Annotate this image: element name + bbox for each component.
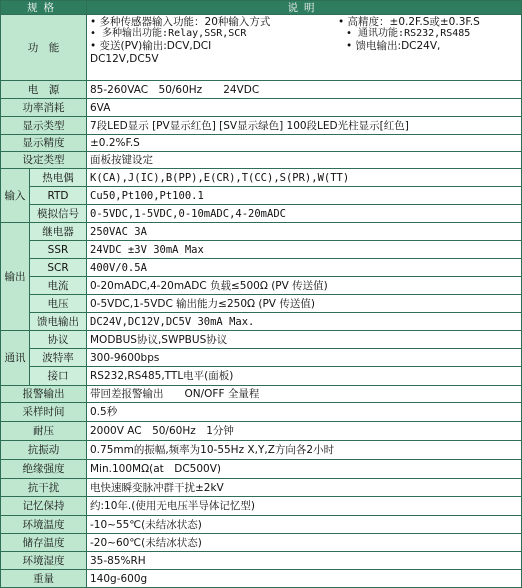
row-function xyxy=(1,15,522,81)
comm-interface-label: 接口 xyxy=(30,367,87,386)
power-value: 85-260VAC 50/60Hz 24VDC xyxy=(87,81,522,99)
function-left-cont: DC12V,DC5V xyxy=(90,53,159,65)
insulation-label: 绝缘强度 xyxy=(1,460,87,479)
row-voltage-resistance xyxy=(1,422,522,441)
comm-protocol-label: 协议 xyxy=(30,331,87,349)
setting-type-value: 面板按键设定 xyxy=(87,152,522,169)
weight-value: 140g-600g xyxy=(87,570,522,588)
comm-protocol-value: MODBUS协议,SWPBUS协议 xyxy=(87,331,522,349)
alarm-value: 带回差报警输出 ON/OFF 全量程 xyxy=(87,386,522,403)
input-analog-value: 0-5VDC,1-5VDC,0-10mADC,4-20mADC xyxy=(87,205,522,223)
row-display-type xyxy=(1,117,522,135)
weight-label: 重量 xyxy=(1,570,87,588)
output-group-label: 输出 xyxy=(1,223,30,331)
row-ambient-temp xyxy=(1,516,522,534)
voltage-resistance-value: 2000V AC 50/60Hz 1分钟 xyxy=(87,422,522,441)
output-scr-value: 400V/0.5A xyxy=(87,259,522,277)
row-memory xyxy=(1,497,522,516)
output-voltage-value: 0-5VDC,1-5VDC 输出能力≤250Ω (PV 传送值) xyxy=(87,295,522,313)
memory-value: 约:10年.(使用无电压半导体记忆型) xyxy=(87,497,522,516)
row-output-5 xyxy=(1,295,522,313)
alarm-label: 报警输出 xyxy=(1,386,87,403)
input-analog-label: 模拟信号 xyxy=(30,205,87,223)
power-label: 电 源 xyxy=(1,81,87,99)
input-rtd-value: Cu50,Pt100,Pt100.1 xyxy=(87,187,522,205)
comm-group-label: 通讯 xyxy=(1,331,30,386)
output-current-value: 0-20mADC,4-20mADC 负载≤500Ω (PV 传送值) xyxy=(87,277,522,295)
row-output-1 xyxy=(1,223,522,241)
input-thermocouple-value: K(CA),J(IC),B(PP),E(CR),T(CC),S(PR),W(TT) xyxy=(87,169,522,187)
row-vibration xyxy=(1,441,522,460)
humidity-value: 35-85%RH xyxy=(87,552,522,570)
row-setting-type xyxy=(1,152,522,169)
output-ssr-value: 24VDC ±3V 30mA Max xyxy=(87,241,522,259)
row-input-3 xyxy=(1,205,522,223)
function-right-1: • 高精度：±0.2F.S或±0.3F.S xyxy=(338,16,480,28)
row-output-2 xyxy=(1,241,522,259)
row-sampling xyxy=(1,403,522,422)
interference-label: 抗干扰 xyxy=(1,479,87,497)
row-storage-temp xyxy=(1,534,522,552)
function-right-3: • 馈电输出:DC24V, xyxy=(338,40,480,52)
display-precision-label: 显示精度 xyxy=(1,135,87,152)
function-left-2: • 多种输出功能:Relay,SSR,SCR xyxy=(90,28,338,40)
consumption-value: 6VA xyxy=(87,99,522,117)
sampling-label: 采样时间 xyxy=(1,403,87,422)
row-weight xyxy=(1,570,522,588)
comm-baud-label: 波特率 xyxy=(30,349,87,367)
row-comm-2 xyxy=(1,349,522,367)
header-desc: 说明 xyxy=(87,1,522,15)
row-output-4 xyxy=(1,277,522,295)
header-spec: 规格 xyxy=(1,1,87,15)
vibration-label: 抗振动 xyxy=(1,441,87,460)
row-humidity xyxy=(1,552,522,570)
row-comm-1 xyxy=(1,331,522,349)
sampling-value: 0.5秒 xyxy=(87,403,522,422)
input-group-label: 输入 xyxy=(1,169,30,223)
comm-baud-value: 300-9600bps xyxy=(87,349,522,367)
vibration-value: 0.75mm的振幅,频率为10-55Hz X,Y,Z方向各2小时 xyxy=(87,441,522,460)
interference-value: 电快速瞬变脉冲群干扰±2kV xyxy=(87,479,522,497)
row-input-2 xyxy=(1,187,522,205)
input-thermocouple-label: 热电偶 xyxy=(30,169,87,187)
insulation-value: Min.100MΩ(at DC500V) xyxy=(87,460,522,479)
memory-label: 记忆保持 xyxy=(1,497,87,516)
display-precision-value: ±0.2%F.S xyxy=(87,135,522,152)
row-display-precision xyxy=(1,135,522,152)
output-current-label: 电流 xyxy=(30,277,87,295)
function-value xyxy=(87,15,522,81)
row-input-1 xyxy=(1,169,522,187)
row-comm-3 xyxy=(1,367,522,386)
output-relay-label: 继电器 xyxy=(30,223,87,241)
row-power xyxy=(1,81,522,99)
consumption-label: 功率消耗 xyxy=(1,99,87,117)
function-right-2: • 通讯功能:RS232,RS485 xyxy=(338,28,480,40)
voltage-resistance-label: 耐压 xyxy=(1,422,87,441)
row-insulation xyxy=(1,460,522,479)
row-interference xyxy=(1,479,522,497)
function-left-3: • 变送(PV)输出:DCV,DCI xyxy=(90,40,338,52)
output-voltage-label: 电压 xyxy=(30,295,87,313)
humidity-label: 环境湿度 xyxy=(1,552,87,570)
output-feed-value: DC24V,DC12V,DC5V 30mA Max. xyxy=(87,313,522,331)
ambient-temp-value: -10~55℃(未结冰状态) xyxy=(87,516,522,534)
storage-temp-label: 储存温度 xyxy=(1,534,87,552)
function-left-1: • 多种传感器输入功能：20种输入方式 xyxy=(90,16,338,28)
row-output-6 xyxy=(1,313,522,331)
output-relay-value: 250VAC 3A xyxy=(87,223,522,241)
input-rtd-label: RTD xyxy=(30,187,87,205)
comm-interface-value: RS232,RS485,TTL电平(面板) xyxy=(87,367,522,386)
storage-temp-value: -20~60℃(未结冰状态) xyxy=(87,534,522,552)
output-ssr-label: SSR xyxy=(30,241,87,259)
ambient-temp-label: 环境温度 xyxy=(1,516,87,534)
table-header xyxy=(1,1,522,15)
output-scr-label: SCR xyxy=(30,259,87,277)
display-type-value: 7段LED显示 [PV显示红色] [SV显示绿色] 100段LED光柱显示[红色] xyxy=(87,117,522,135)
setting-type-label: 设定类型 xyxy=(1,152,87,169)
row-alarm xyxy=(1,386,522,403)
output-feed-label: 馈电输出 xyxy=(30,313,87,331)
row-output-3 xyxy=(1,259,522,277)
row-consumption xyxy=(1,99,522,117)
display-type-label: 显示类型 xyxy=(1,117,87,135)
function-label: 功 能 xyxy=(1,15,87,81)
